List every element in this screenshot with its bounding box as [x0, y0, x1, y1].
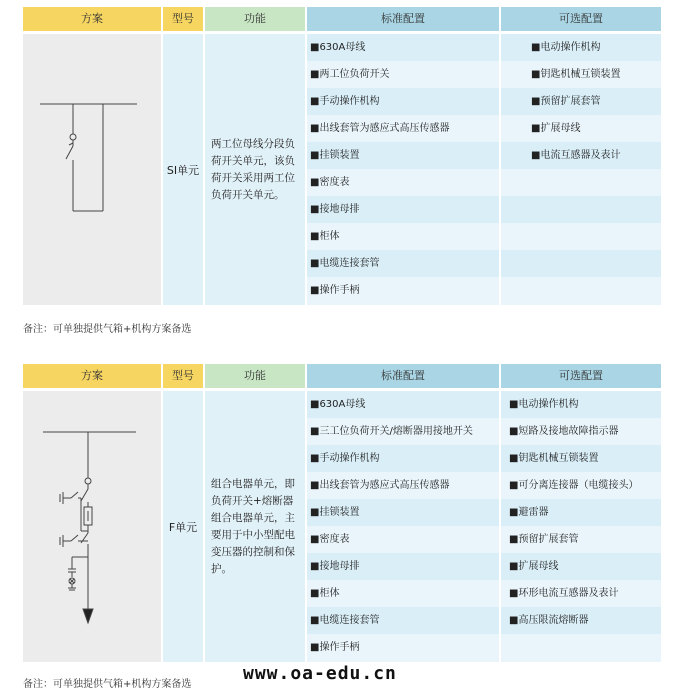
header-scheme: 方案: [23, 7, 161, 31]
header-model: 型号: [163, 364, 203, 388]
note-table1: 备注：可单独提供气箱+机构方案备选: [23, 324, 192, 335]
standard-item: ■出线套管为感应式高压传感器: [307, 115, 499, 142]
header-standard: 标准配置: [307, 364, 499, 388]
optional-item: ■电动操作机构: [501, 34, 661, 61]
optional-item: ■可分离连接器（电缆接头）: [501, 472, 661, 499]
f-circuit-diagram: [23, 391, 161, 662]
header-optional: 可选配置: [501, 7, 661, 31]
standard-item: ■两工位负荷开关: [307, 61, 499, 88]
optional-item: ■电流互感器及表计: [501, 142, 661, 169]
si-circuit-diagram: [23, 34, 161, 305]
header-model: 型号: [163, 7, 203, 31]
optional-empty: [501, 250, 661, 277]
standard-item: ■手动操作机构: [307, 445, 499, 472]
model-cell: F单元: [163, 391, 203, 662]
standard-item: ■电缆连接套管: [307, 250, 499, 277]
optional-item: ■预留扩展套管: [501, 88, 661, 115]
standard-item: ■密度表: [307, 526, 499, 553]
standard-item: ■出线套管为感应式高压传感器: [307, 472, 499, 499]
header-standard: 标准配置: [307, 7, 499, 31]
watermark: www.oa-edu.cn: [243, 663, 397, 684]
header-function: 功能: [205, 364, 305, 388]
optional-empty: [501, 169, 661, 196]
standard-item: ■柜体: [307, 223, 499, 250]
scheme-diagram-si: [23, 34, 161, 305]
header-function: 功能: [205, 7, 305, 31]
model-cell: SI单元: [163, 34, 203, 305]
optional-empty: [501, 196, 661, 223]
function-text: 两工位母线分段负荷开关单元，该负荷开关采用两工位负荷开关单元。: [211, 137, 295, 201]
standard-item: ■挂锁装置: [307, 499, 499, 526]
header-scheme: 方案: [23, 364, 161, 388]
function-text: 组合电器单元，即负荷开关+熔断器组合电器单元，主要用于中小型配电变压器的控制和保护。: [211, 477, 295, 575]
optional-item: ■高压限流熔断器: [501, 607, 661, 634]
standard-item: ■接地母排: [307, 196, 499, 223]
standard-item: ■630A母线: [307, 34, 499, 61]
standard-item: ■电缆连接套管: [307, 607, 499, 634]
standard-item: ■操作手柄: [307, 277, 499, 305]
optional-item: ■扩展母线: [501, 553, 661, 580]
optional-item: ■环形电流互感器及表计: [501, 580, 661, 607]
optional-item: ■扩展母线: [501, 115, 661, 142]
optional-item: ■钥匙机械互锁装置: [501, 445, 661, 472]
standard-item: ■挂锁装置: [307, 142, 499, 169]
header-optional: 可选配置: [501, 364, 661, 388]
scheme-diagram-f: [23, 391, 161, 662]
standard-item: ■630A母线: [307, 391, 499, 418]
optional-empty: [501, 634, 661, 662]
standard-item: ■操作手柄: [307, 634, 499, 662]
note-table2: 备注：可单独提供气箱+机构方案备选: [23, 679, 192, 690]
optional-item: ■短路及接地故障指示器: [501, 418, 661, 445]
standard-item: ■密度表: [307, 169, 499, 196]
standard-item: ■手动操作机构: [307, 88, 499, 115]
optional-empty: [501, 277, 661, 305]
standard-item: ■三工位负荷开关/熔断器用接地开关: [307, 418, 499, 445]
function-cell: [205, 391, 305, 662]
standard-item: ■柜体: [307, 580, 499, 607]
optional-item: ■钥匙机械互锁装置: [501, 61, 661, 88]
table-si-unit: [23, 7, 661, 305]
optional-item: ■预留扩展套管: [501, 526, 661, 553]
optional-empty: [501, 223, 661, 250]
function-cell: [205, 34, 305, 305]
table-f-unit: [23, 364, 661, 662]
optional-item: ■电动操作机构: [501, 391, 661, 418]
optional-item: ■避雷器: [501, 499, 661, 526]
standard-item: ■接地母排: [307, 553, 499, 580]
